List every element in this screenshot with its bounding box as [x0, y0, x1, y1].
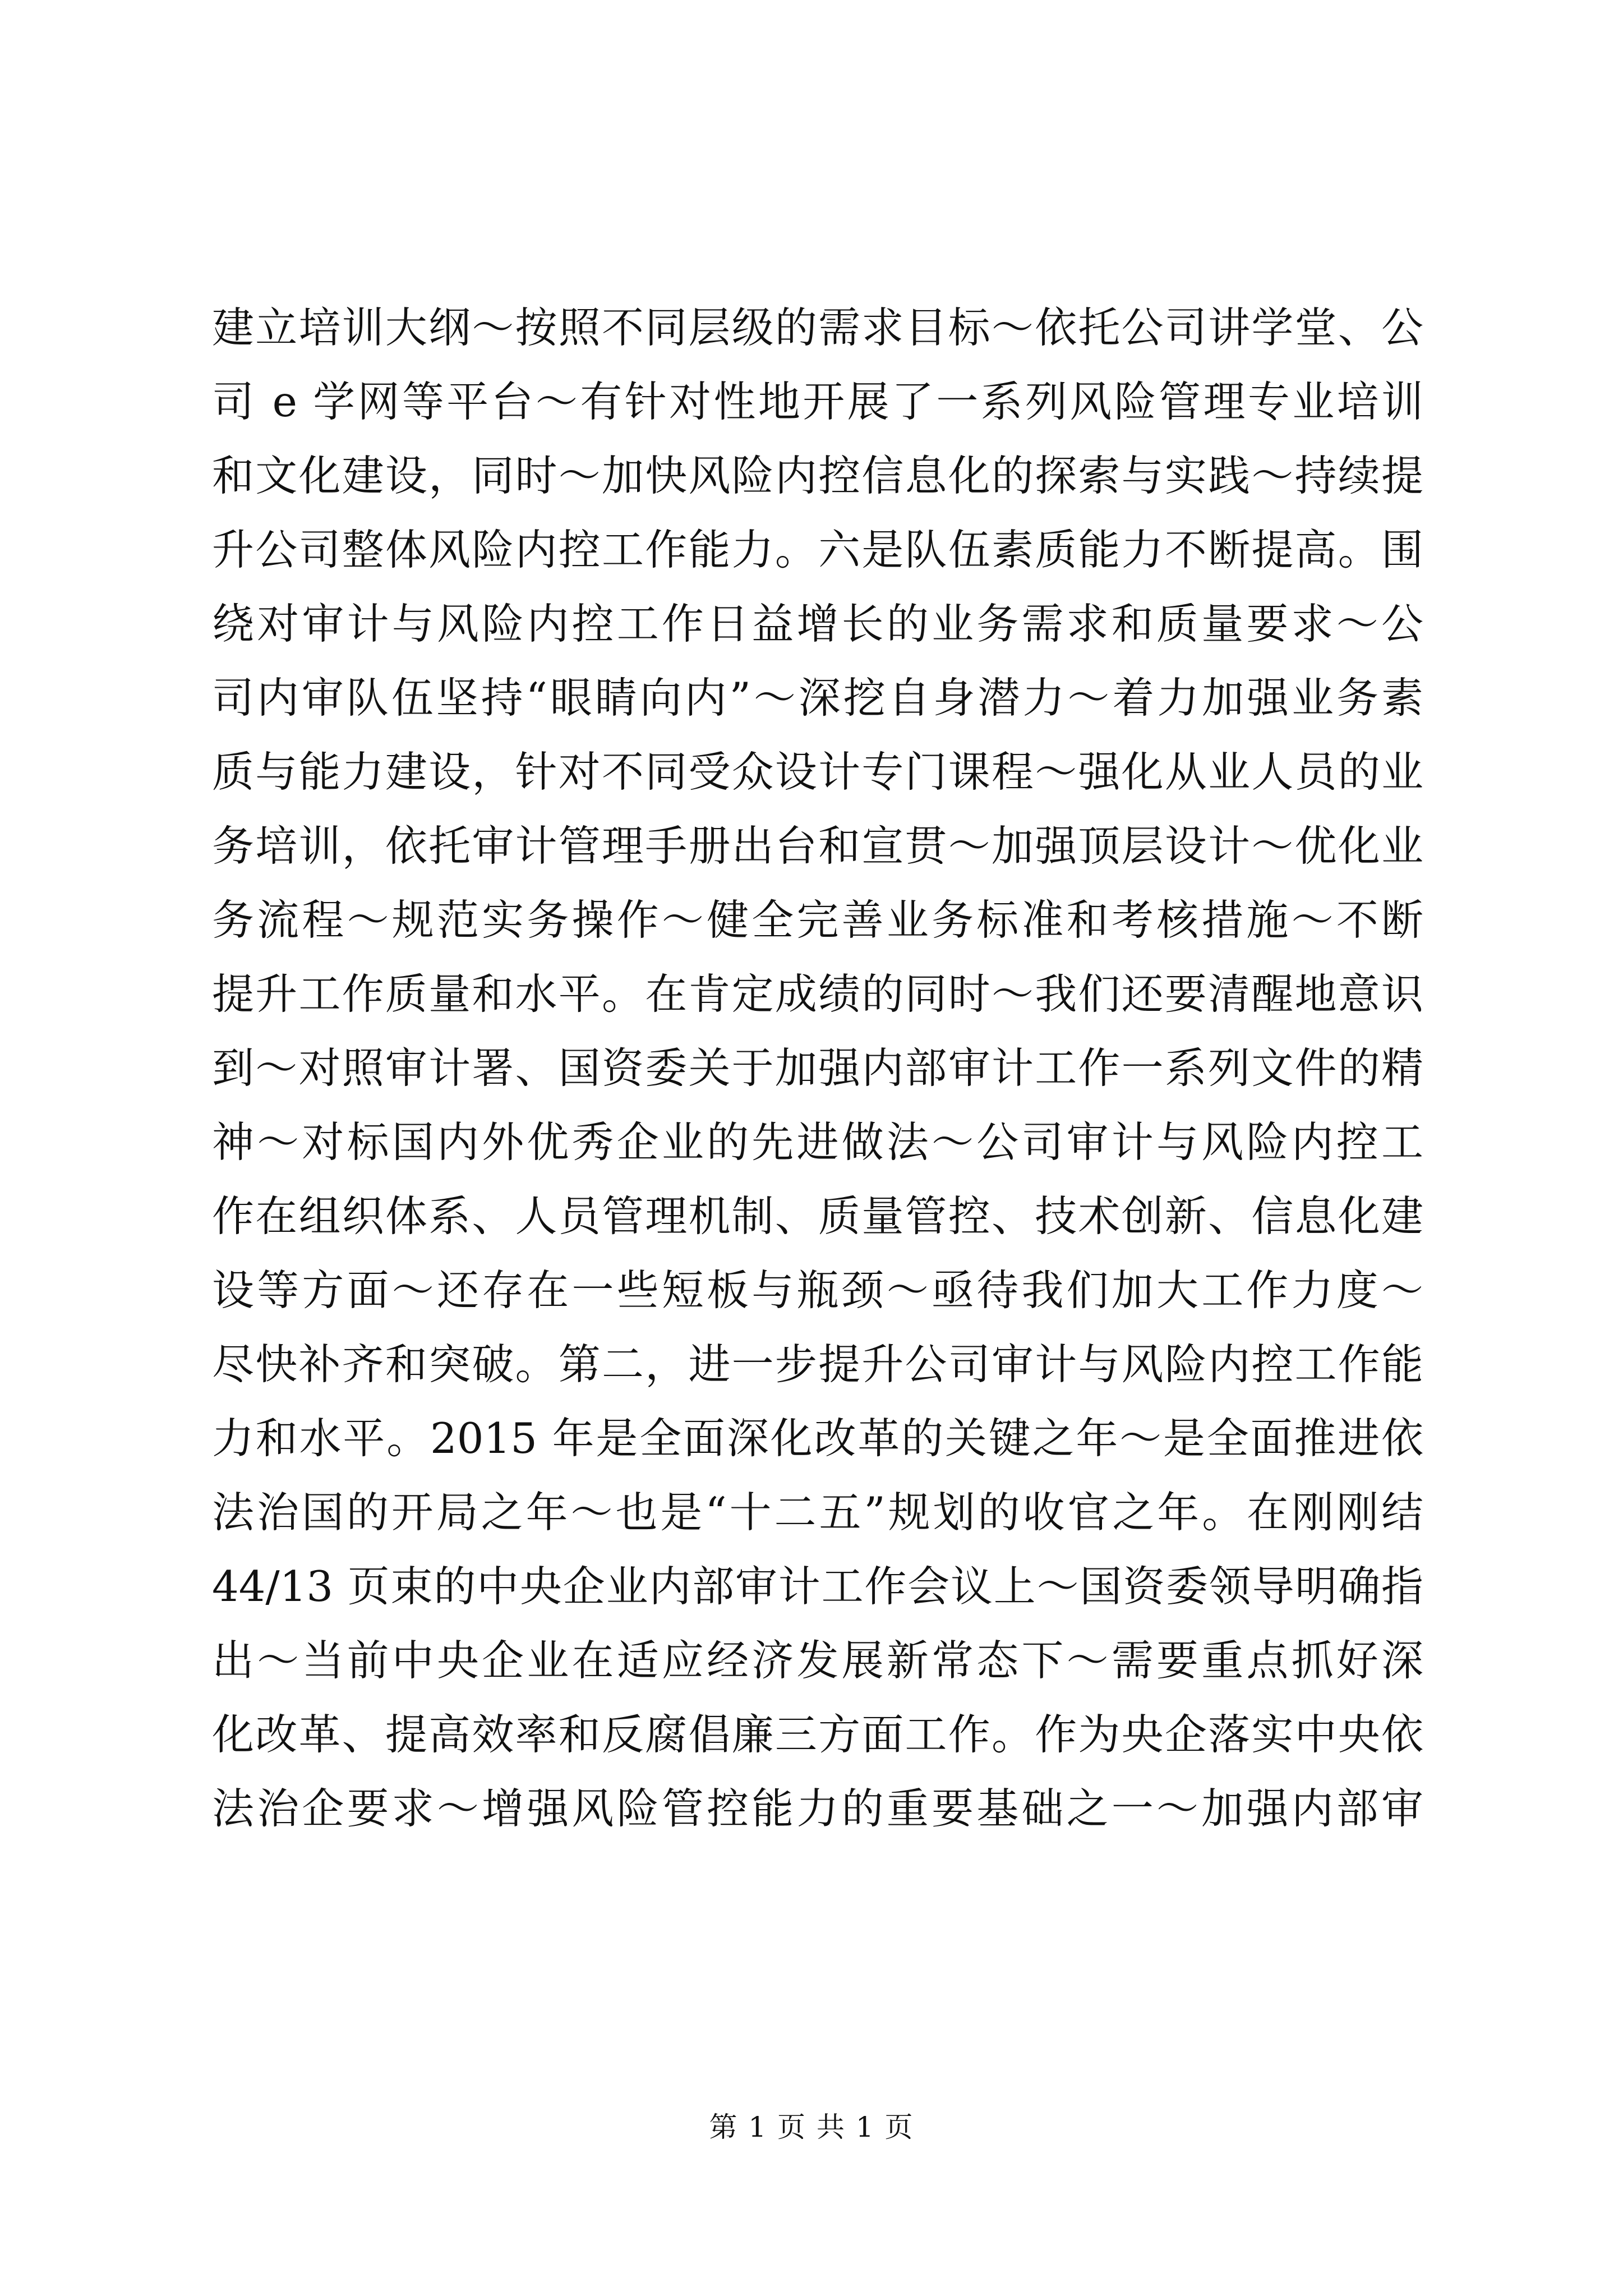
text-line: 质与能力建设，针对不同受众设计专门课程～强化从业人员的业: [212, 747, 1423, 797]
text-line: 尽快补齐和突破。第二，进一步提升公司审计与风险内控工作能: [212, 1340, 1423, 1389]
text-line: 升公司整体风险内控工作能力。六是队伍素质能力不断提高。围: [212, 525, 1423, 574]
text-line: 务培训，依托审计管理手册出台和宣贯～加强顶层设计～优化业: [212, 821, 1423, 871]
text-line: 建立培训大纲～按照不同层级的需求目标～依托公司讲学堂、公: [212, 303, 1423, 352]
text-line: 法治企要求～增强风险管控能力的重要基础之一～加强内部审: [212, 1784, 1423, 1833]
text-line: 务流程～规范实务操作～健全完善业务标准和考核措施～不断: [212, 895, 1423, 945]
text-line: 力和水平。2015 年是全面深化改革的关键之年～是全面推进依: [212, 1414, 1423, 1463]
text-line: 作在组织体系、人员管理机制、质量管控、技术创新、信息化建: [212, 1191, 1423, 1241]
text-line: 化改革、提高效率和反腐倡廉三方面工作。作为央企落实中央依: [212, 1710, 1423, 1759]
page-footer: 第 1 页 共 1 页: [709, 2111, 914, 2143]
document-body: [212, 291, 1423, 1846]
text-line: 提升工作质量和水平。在肯定成绩的同时～我们还要清醒地意识: [212, 969, 1423, 1019]
text-line: 神～对标国内外优秀企业的先进做法～公司审计与风险内控工: [212, 1117, 1423, 1167]
text-line: 设等方面～还存在一些短板与瓶颈～亟待我们加大工作力度～: [212, 1266, 1423, 1315]
text-line: 法治国的开局之年～也是“十二五”规划的收官之年。在刚刚结: [212, 1488, 1423, 1537]
text-line: 绕对审计与风险内控工作日益增长的业务需求和质量要求～公: [212, 599, 1423, 648]
text-line: 和文化建设，同时～加快风险内控信息化的探索与实践～持续提: [212, 451, 1423, 500]
text-line: 44/13 页束的中央企业内部审计工作会议上～国资委领导明确指: [212, 1562, 1423, 1611]
text-line: 到～对照审计署、国资委关于加强内部审计工作一系列文件的精: [212, 1043, 1423, 1093]
text-line: 司内审队伍坚持“眼睛向内”～深挖自身潜力～着力加强业务素: [212, 673, 1423, 723]
text-line: 司 e 学网等平台～有针对性地开展了一系列风险管理专业培训: [212, 377, 1423, 426]
text-line: 出～当前中央企业在适应经济发展新常态下～需要重点抓好深: [212, 1636, 1423, 1685]
